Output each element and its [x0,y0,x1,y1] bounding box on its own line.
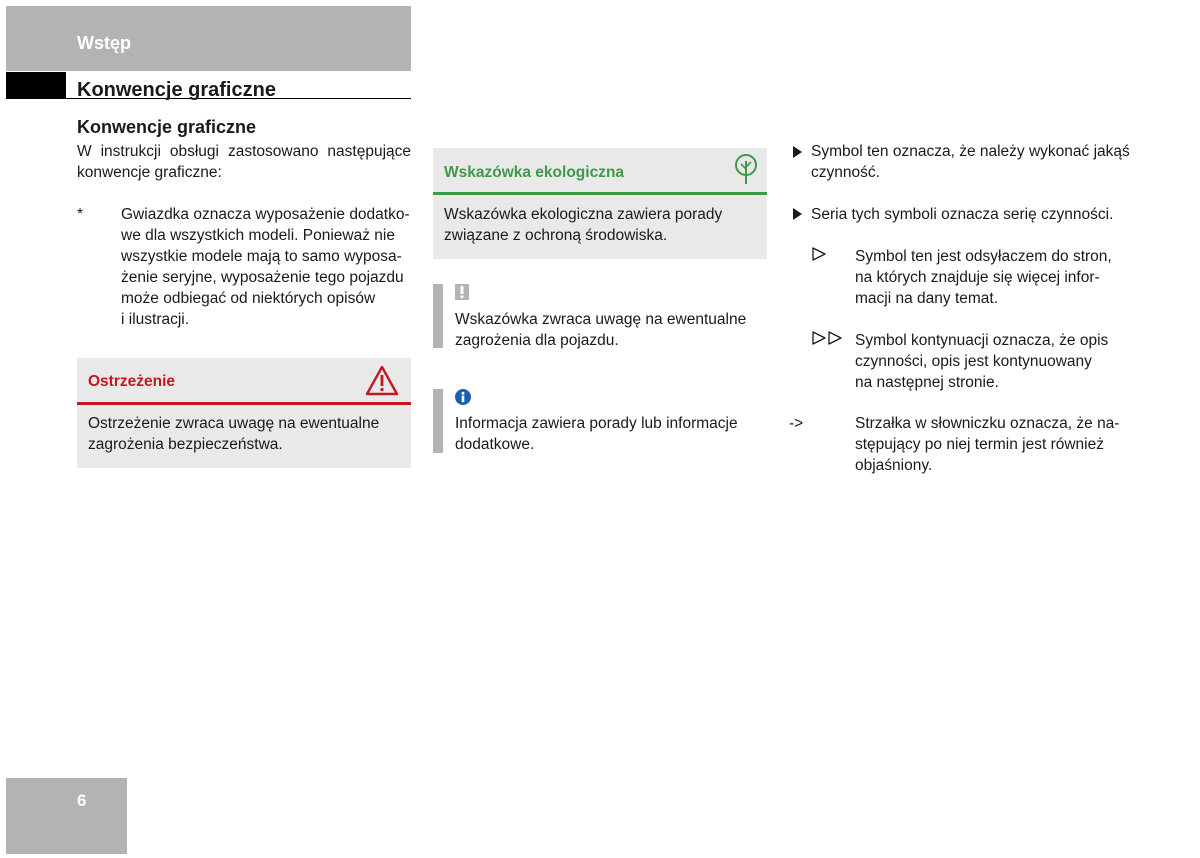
asterisk-line: może odbiegać od niektórych opisów [121,290,376,307]
asterisk-line: Gwiazdka oznacza wyposażenie dodatko- [121,206,410,223]
info-bar [433,389,443,453]
step-single-text: Symbol ten oznacza, że należy wykonać jakąś czynność. [811,143,1130,181]
eco-title: Wskazówka ekologiczna [444,164,625,181]
step-series-text: Seria tych symboli oznacza serię czynności. [811,206,1114,223]
continuation-line: czynności, opis jest kontynuowany [855,353,1092,370]
section-title: Konwencje graficzne [77,79,276,101]
asterisk-mark: * [77,206,84,223]
warning-header [77,358,411,405]
caution-text: Wskazówka zwraca uwagę na ewentualne zagrożenia dla pojazdu. [455,311,747,349]
reference-line: macji na dany temat. [855,290,999,307]
page-number: 6 [77,791,87,810]
glossary-arrow-mark: -> [789,415,804,432]
page-number-tab [6,778,127,854]
page-reference-text [855,246,1130,309]
chapter-tab [6,6,411,71]
info-text: Informacja zawiera porady lub informacje dodatkowe. [455,415,738,453]
chapter-title: Wstęp [77,33,131,53]
eco-box [433,148,767,259]
asterisk-description [121,204,411,330]
glossary-line: Strzałka w słowniczku oznacza, że na- [855,415,1120,432]
header-marker [6,72,66,98]
exclamation-icon [455,284,469,300]
continuation-line: Symbol kontynuacji oznacza, że opis [855,332,1109,349]
asterisk-line: żenie seryjne, wyposażenie tego pojazdu [121,269,404,286]
continuation-text [855,330,1130,393]
outline-triangle-icon [811,246,827,262]
intro-text: W instrukcji obsługi zastosowano następujące konwencje graficzne: [77,143,411,181]
step-triangle-icon [793,208,802,220]
glossary-arrow-text [855,413,1130,476]
glossary-line: objaśniony. [855,457,933,474]
warning-box [77,358,411,468]
asterisk-line: wszystkie modele mają to samo wyposa- [121,248,402,265]
reference-line: na których znajduje się więcej infor- [855,269,1100,286]
reference-line: Symbol ten jest odsyłaczem do stron, [855,248,1112,265]
eco-text: Wskazówka ekologiczna zawiera porady związane z ochroną środowiska. [444,206,723,244]
eco-header [433,148,767,195]
double-outline-triangle-icon [811,330,845,346]
warning-text: Ostrzeżenie zwraca uwagę na ewentualne zagrożenia bezpieczeństwa. [88,415,380,453]
tree-icon [733,152,759,186]
continuation-line: na następnej stronie. [855,374,999,391]
caution-bar [433,284,443,348]
step-triangle-icon [793,146,802,158]
info-icon [455,389,471,405]
warning-title: Ostrzeżenie [88,373,176,390]
warning-triangle-icon [365,365,399,397]
subsection-title: Konwencje graficzne [77,117,257,137]
asterisk-line: we dla wszystkich modeli. Ponieważ nie [121,227,395,244]
asterisk-line: i ilustracji. [121,311,190,328]
glossary-line: stępujący po niej termin jest również [855,436,1104,453]
